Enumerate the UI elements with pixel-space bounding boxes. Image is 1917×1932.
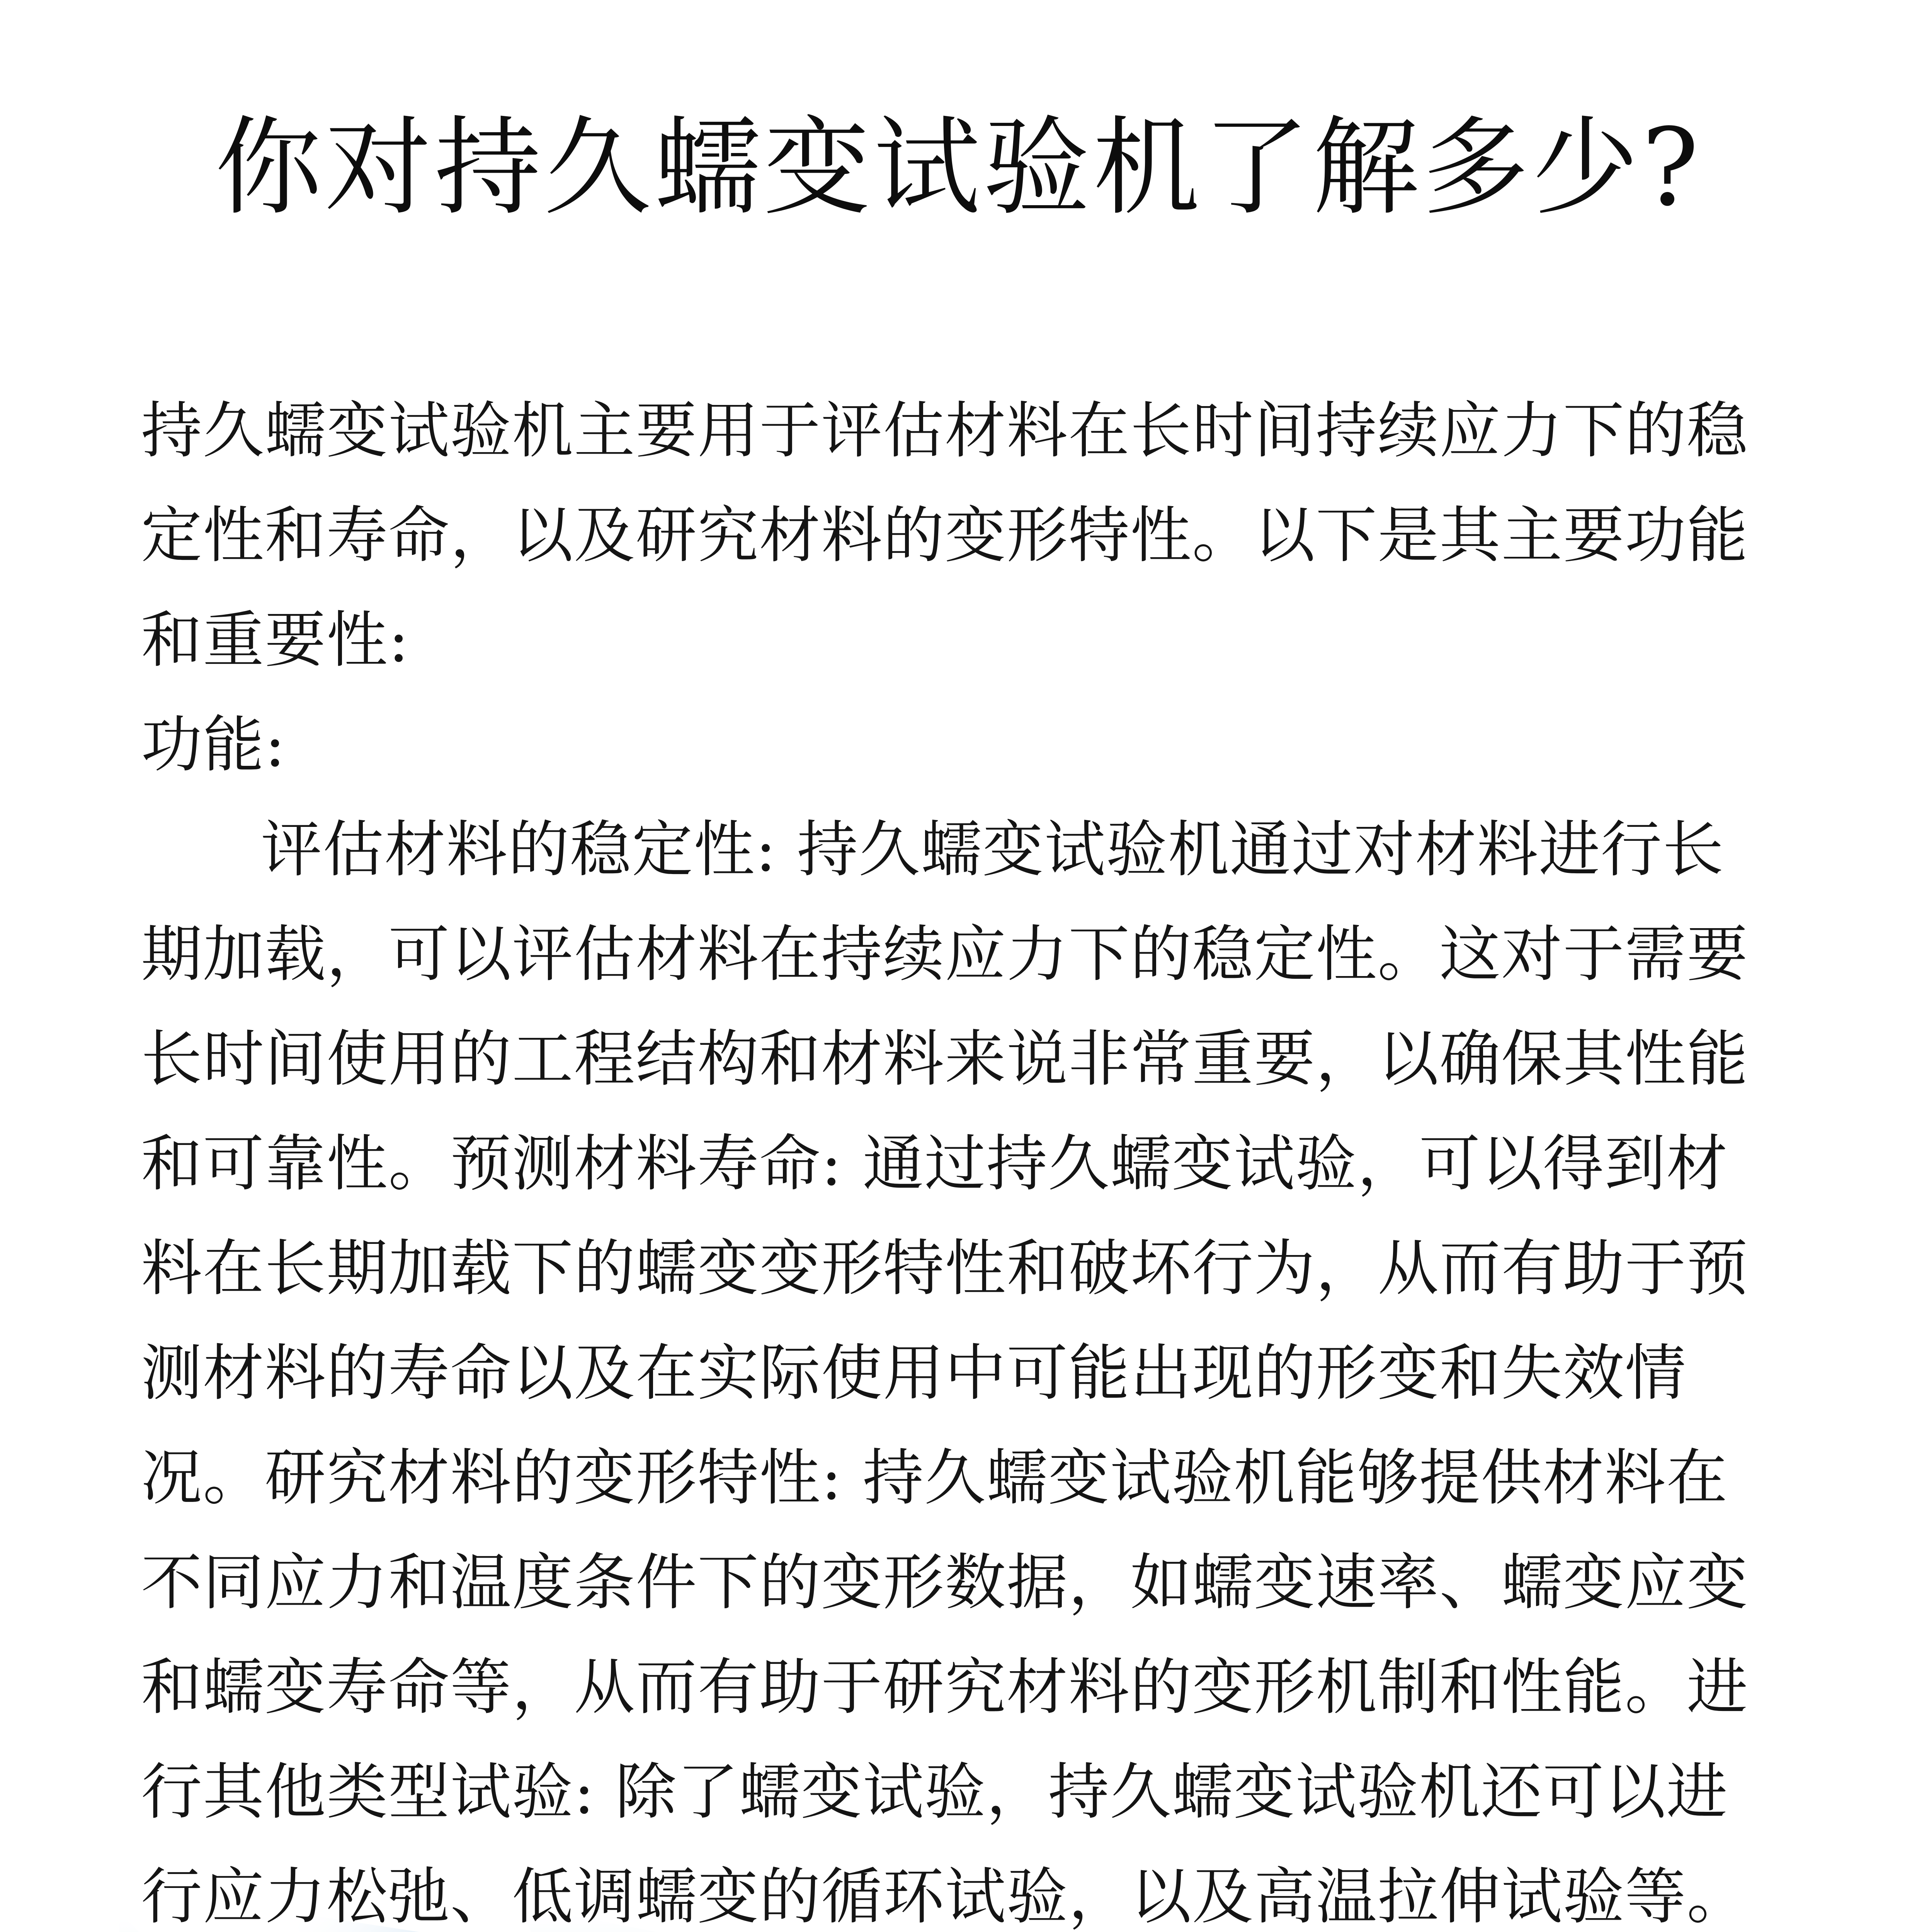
section-heading-functions: 功能: <box>141 709 286 781</box>
document-body <box>141 379 1772 1932</box>
functions-paragraph: 评估材料的稳定性: 持久蠕变试验机通过对材料进行长期加载，可以评估材料在持续应力下的稳定性。这对于需要长时间使用的工程结构和材料来说非常重要，以确保其性能和可靠性。预测材料寿命: 通过持久蠕变试验，可以得到材料在长期加载下的蠕变变形特性和破坏行为，从而有助于预测材料的寿命以及在实际使用中可能出现的形变和失效情况。研究材料的变形特性: 持久蠕变试验机能够提供材料在不同应力和温度条件下的变形数据，如蠕变速率、蠕变应变和蠕变寿命等，从而有助于研究材料的变形机制和性能。进行其他类型试验: 除了蠕变试验，持久蠕变试验机还可以进行应力松弛、低调蠕变的循环试验，以及高温拉伸试验等。 <box>141 814 1749 1932</box>
decor-triangle <box>1793 1924 1901 1932</box>
intro-paragraph: 持久蠕变试验机主要用于评估材料在长时间持续应力下的稳定性和寿命，以及研究材料的变形特性。以下是其主要功能和重要性: <box>141 395 1749 676</box>
document-title: 你对持久蠕变试验机了解多少? <box>215 106 1702 230</box>
